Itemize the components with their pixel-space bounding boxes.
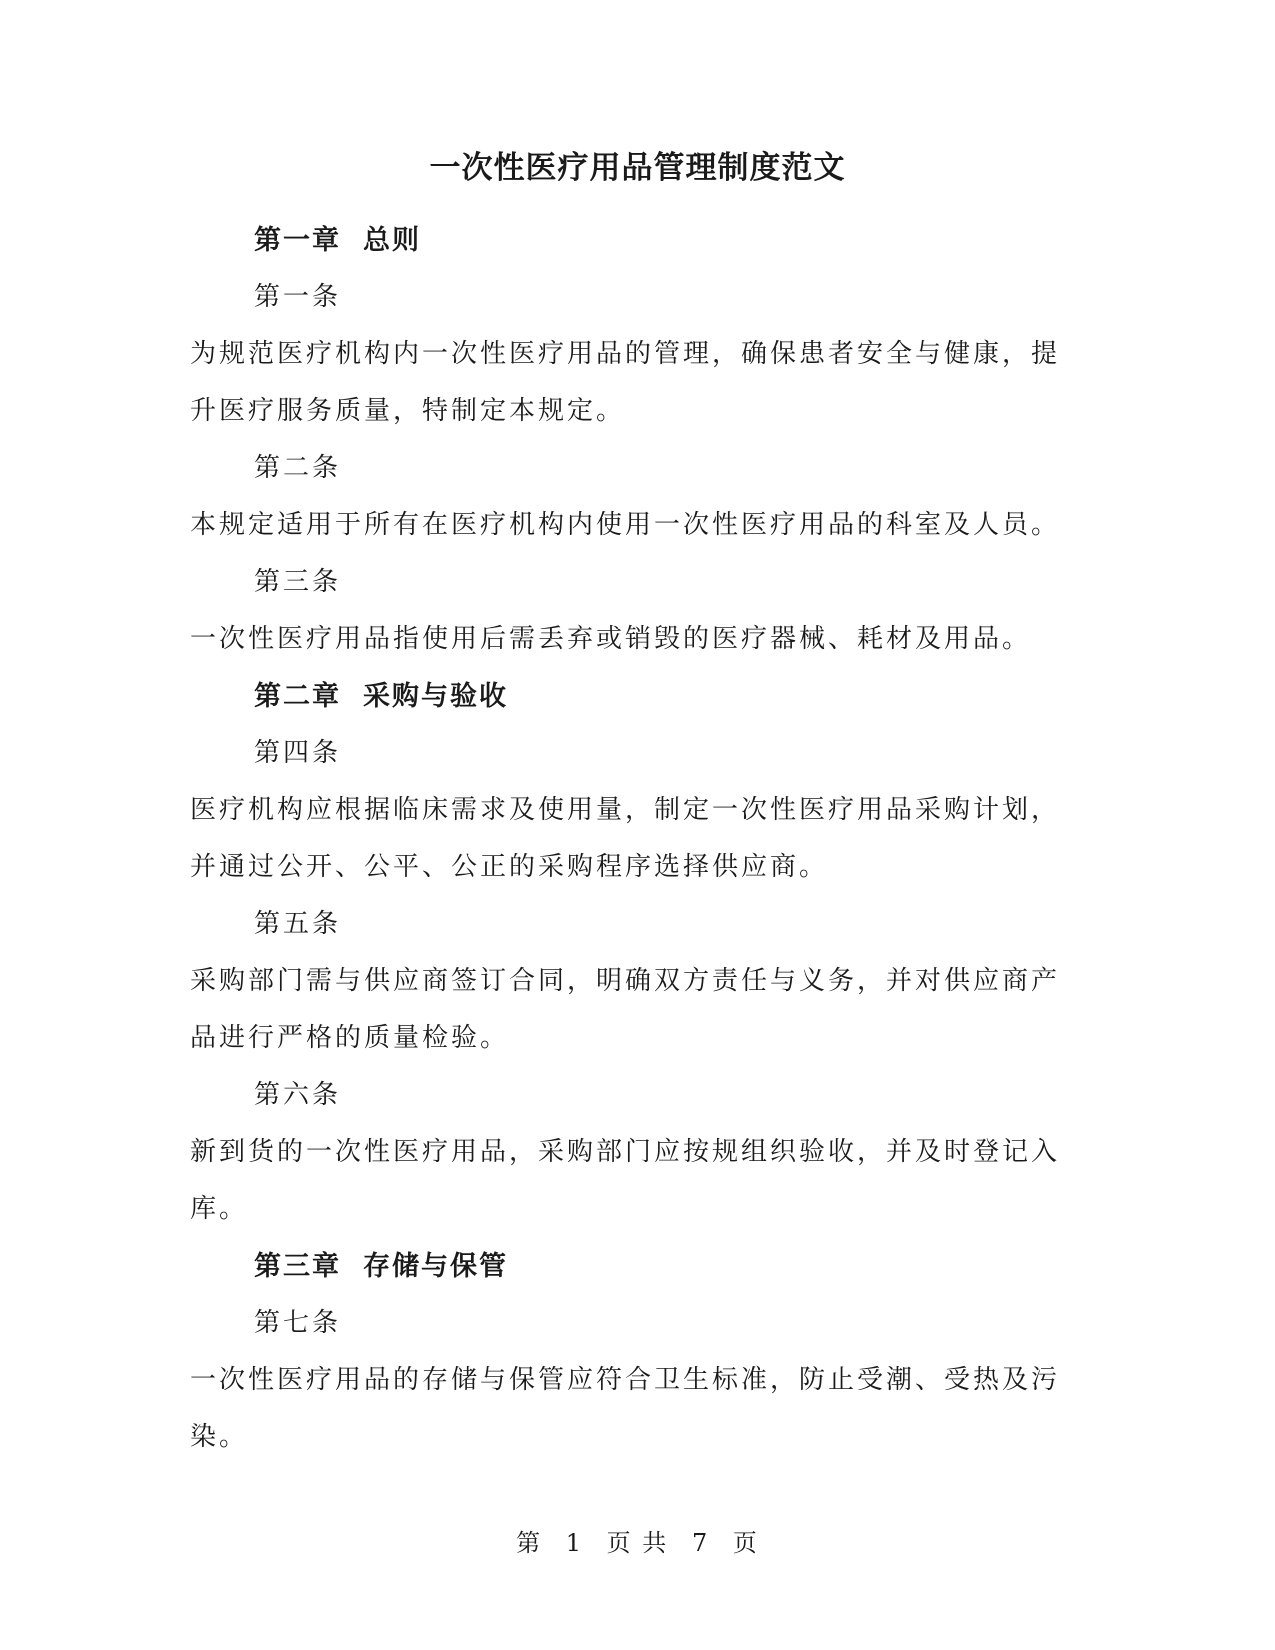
paragraph-line: 染。 <box>190 1422 249 1452</box>
chapter-heading <box>190 668 1070 725</box>
chapter-number: 第二章 <box>254 681 341 712</box>
paragraph-line: 医疗机构应根据临床需求及使用量，制定一次性医疗用品采购计划， <box>190 795 1061 825</box>
paragraph-line: 一次性医疗用品的存储与保管应符合卫生标准，防止受潮、受热及污 <box>190 1365 1061 1395</box>
chapter-heading <box>190 1238 1070 1295</box>
article-label: 第一条 <box>254 282 342 312</box>
article-label: 第五条 <box>254 909 342 939</box>
total-pages-number: 7 <box>691 1529 710 1557</box>
paragraph-line: 品进行严格的质量检验。 <box>190 1023 510 1053</box>
paragraph-line: 为规范医疗机构内一次性医疗用品的管理，确保患者安全与健康，提 <box>190 339 1061 369</box>
document-body <box>190 212 1070 1466</box>
chapter-title: 总则 <box>363 225 421 256</box>
article-label: 第二条 <box>254 453 342 483</box>
chapter-title: 存储与保管 <box>363 1251 508 1282</box>
article-label: 第七条 <box>254 1308 342 1338</box>
paragraph-line: 库。 <box>190 1194 249 1224</box>
chapter-number: 第一章 <box>254 225 341 256</box>
chapter-heading <box>190 212 1070 269</box>
document-title: 一次性医疗用品管理制度范文 <box>429 150 846 186</box>
article-label: 第四条 <box>254 738 342 768</box>
paragraph-line: 升医疗服务质量，特制定本规定。 <box>190 396 626 426</box>
article-label: 第三条 <box>254 567 342 597</box>
paragraph-line: 本规定适用于所有在医疗机构内使用一次性医疗用品的科室及人员。 <box>190 510 1061 540</box>
current-page-number: 1 <box>565 1529 584 1557</box>
article-label: 第六条 <box>254 1080 342 1110</box>
chapter-title: 采购与验收 <box>363 681 508 712</box>
paragraph-line: 新到货的一次性医疗用品，采购部门应按规组织验收，并及时登记入 <box>190 1137 1061 1167</box>
paragraph-line: 一次性医疗用品指使用后需丢弃或销毁的医疗器械、耗材及用品。 <box>190 624 1032 654</box>
page-mid: 页 共 <box>606 1529 669 1557</box>
paragraph-line: 并通过公开、公平、公正的采购程序选择供应商。 <box>190 852 829 882</box>
page-footer <box>0 1528 1275 1558</box>
page-prefix: 第 <box>516 1529 543 1557</box>
chapter-number: 第三章 <box>254 1251 341 1282</box>
paragraph-line: 采购部门需与供应商签订合同，明确双方责任与义务，并对供应商产 <box>190 966 1061 996</box>
page-suffix: 页 <box>732 1529 759 1557</box>
